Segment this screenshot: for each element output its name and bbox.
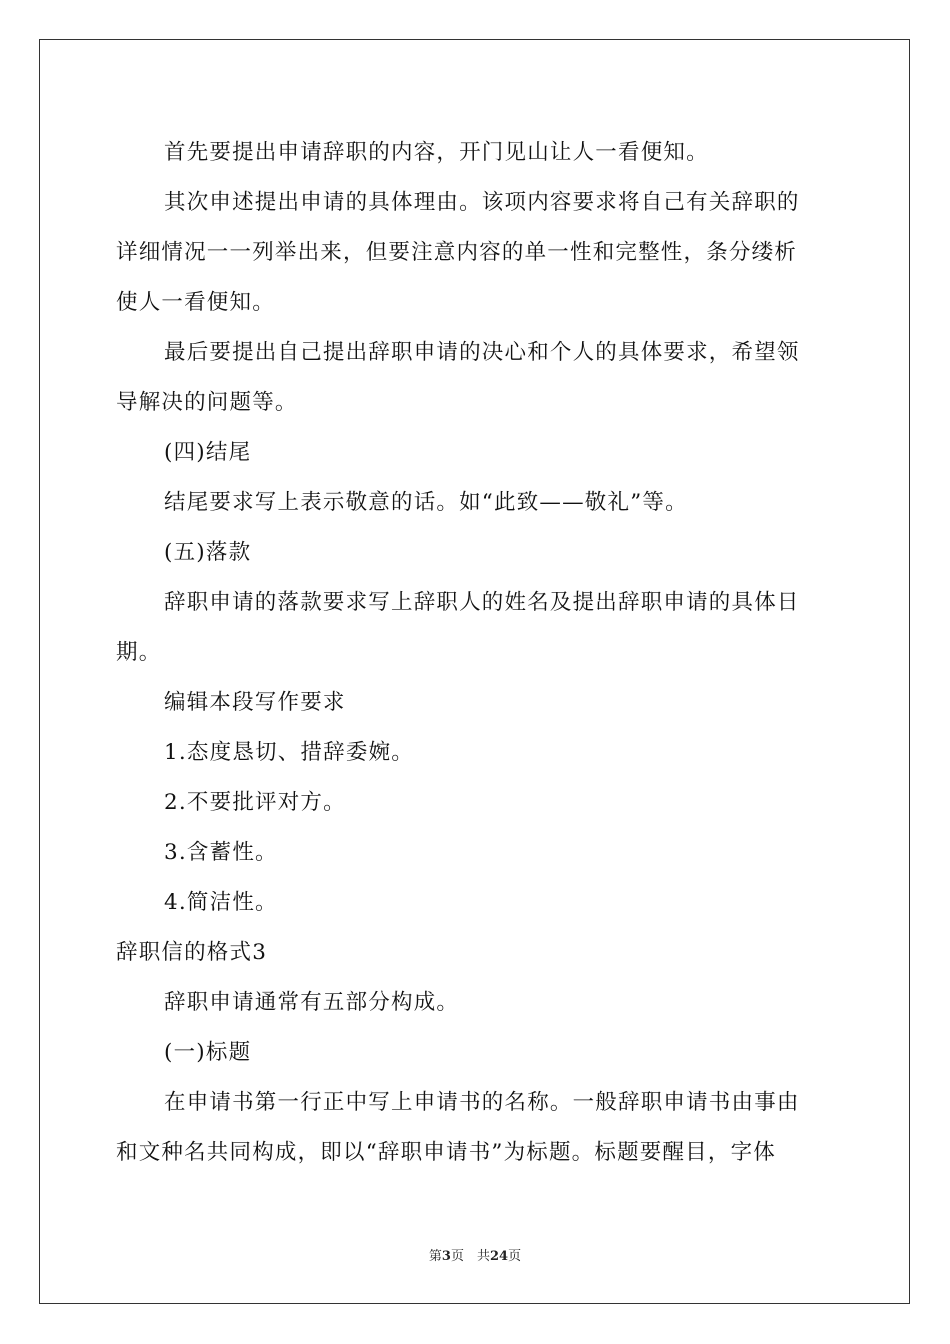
paragraph-line: 其次申述提出申请的具体理由。该项内容要求将自己有关辞职的 [164,190,800,215]
paragraph-line: 最后要提出自己提出辞职申请的决心和个人的具体要求，希望领 [164,340,800,365]
section-heading: (五)落款 [164,540,252,565]
paragraph-line: 和文种名共同构成，即以“辞职申请书”为标题。标题要醒目，字体 [116,1140,776,1165]
list-item: 3.含蓄性。 [164,840,278,865]
page-footer [0,1248,950,1266]
page-number-mid: 页 共 [450,1249,490,1264]
section-heading: 编辑本段写作要求 [164,690,346,715]
paragraph-line: 导解决的问题等。 [116,390,298,415]
page-number-prefix: 第 [428,1249,442,1264]
section-heading: (一)标题 [164,1040,252,1065]
section-heading: (四)结尾 [164,440,252,465]
paragraph-line: 辞职申请通常有五部分构成。 [164,990,460,1015]
page-number-suffix: 页 [508,1249,522,1264]
paragraph-line: 详细情况一一列举出来，但要注意内容的单一性和完整性，条分缕析 [116,240,798,265]
current-page-number: 3 [441,1249,451,1264]
paragraph-line: 使人一看便知。 [116,290,275,315]
paragraph-line: 辞职申请的落款要求写上辞职人的姓名及提出辞职申请的具体日 [164,590,800,615]
paragraph-line: 结尾要求写上表示敬意的话。如“此致——敬礼”等。 [164,490,688,515]
document-body [116,128,836,1178]
paragraph-line: 期。 [116,640,162,665]
list-item: 2.不要批评对方。 [164,790,346,815]
paragraph-line: 首先要提出申请辞职的内容，开门见山让人一看便知。 [164,140,709,165]
total-page-number: 24 [489,1249,509,1264]
list-item: 4.简洁性。 [164,890,278,915]
list-item: 1.态度恳切、措辞委婉。 [164,740,414,765]
paragraph-line: 在申请书第一行正中写上申请书的名称。一般辞职申请书由事由 [164,1090,800,1115]
document-title: 辞职信的格式3 [116,940,268,965]
